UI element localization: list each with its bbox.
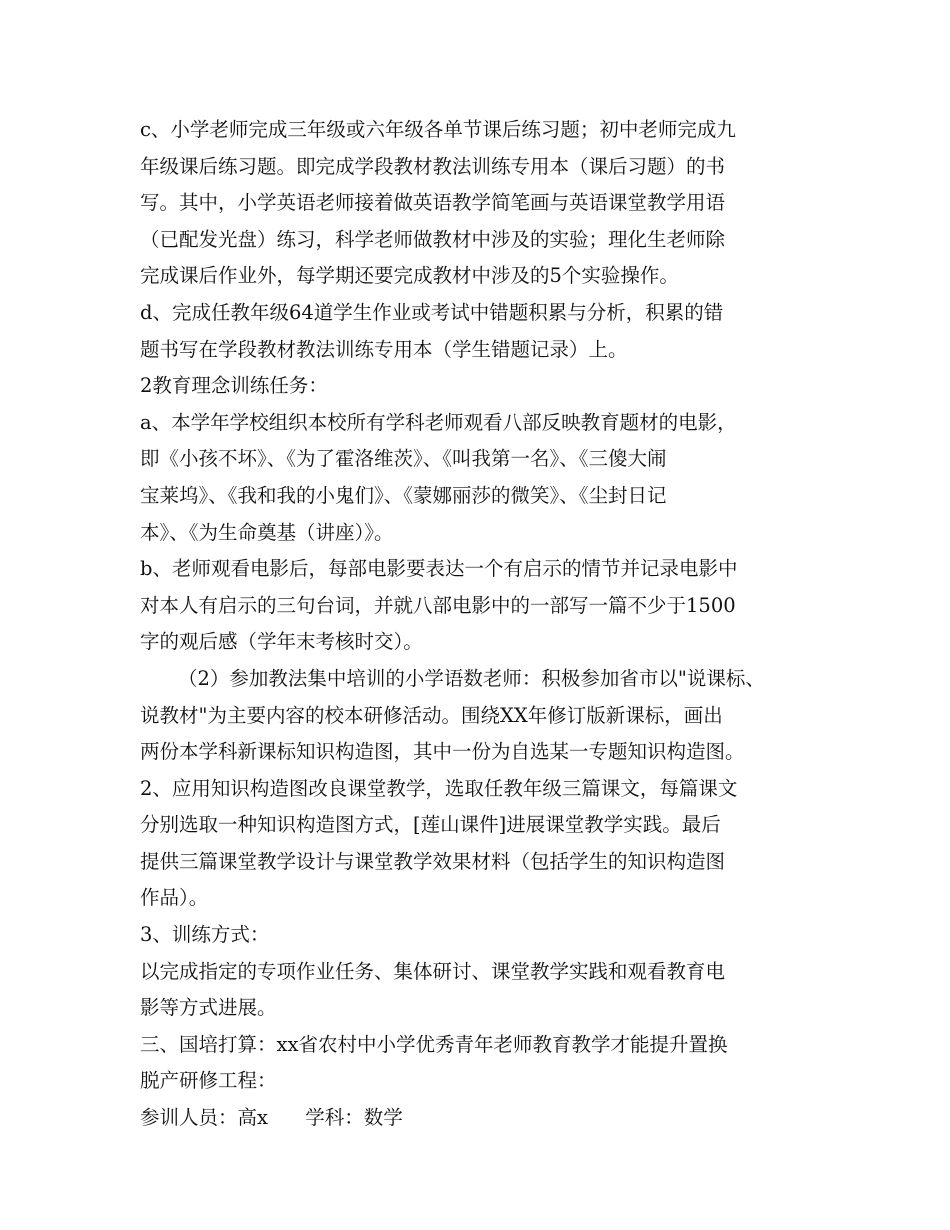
paragraph-line: 分别选取一种知识构造图方式，[莲山课件]进展课堂教学实践。最后 — [140, 813, 721, 837]
paragraph-line: 年级课后练习题。即完成学段教材教法训练专用本（课后习题）的书 — [140, 154, 726, 178]
paragraph-line: 影等方式进展。 — [140, 996, 277, 1020]
participant-info-line: 参训人员：高x 学科：数学 — [140, 1106, 403, 1130]
paragraph-line: 完成课后作业外，每学期还要完成教材中涉及的5个实验操作。 — [140, 264, 679, 288]
paragraph-line: （已配发光盘）练习，科学老师做教材中涉及的实验；理化生老师除 — [140, 227, 726, 251]
paragraph-line: 以完成指定的专项作业任务、集体研讨、课堂教学实践和观看教育电 — [140, 959, 726, 983]
paragraph-line: 字的观后感（学年末考核时交）。 — [140, 630, 423, 654]
paragraph-line: 对本人有启示的三句台词，并就八部电影中的一部写一篇不少于1500 — [140, 593, 736, 617]
paragraph-line: 本》、《为生命奠基（讲座）》。 — [140, 520, 394, 544]
paragraph-line: 说教材"为主要内容的校本研修活动。围绕XX年修订版新课标，画出 — [140, 703, 723, 727]
paragraph-line: a、本学年学校组织本校所有学科老师观看八部反映教育题材的电影， — [140, 410, 737, 434]
paragraph-line: 2、应用知识构造图改良课堂教学，选取任教年级三篇课文，每篇课文 — [140, 776, 738, 800]
paragraph-line: c、小学老师完成三年级或六年级各单节课后练习题；初中老师完成九 — [140, 118, 736, 141]
paragraph-line: 即《小孩不坏》、《为了霍洛维茨》、《叫我第一名》、《三傻大闹 — [140, 447, 667, 471]
section-heading: 2教育理念训练任务： — [140, 374, 328, 398]
document-body — [140, 112, 820, 1137]
section-heading: 3、训练方式： — [140, 923, 270, 947]
paragraph-line: 宝莱坞》、《我和我的小鬼们》、《蒙娜丽莎的微笑》、《尘封日记 — [140, 483, 667, 507]
paragraph-line: 两份本学科新课标知识构造图，其中一份为自选某一专题知识构造图。 — [140, 740, 745, 764]
paragraph-line: 作品）。 — [140, 886, 209, 910]
paragraph-line: 题书写在学段教材教法训练专用本（学生错题记录）上。 — [140, 337, 628, 361]
section-heading: 三、国培打算：xx省农村中小学优秀青年老师教育教学才能提升置换 — [140, 1032, 728, 1056]
paragraph-line: b、老师观看电影后，每部电影要表达一个有启示的情节并记录电影中 — [140, 557, 738, 581]
paragraph-line-indented: （2）参加教法集中培训的小学语数老师：积极参加省市以"说课标、 — [178, 666, 765, 690]
paragraph-line: 提供三篇课堂教学设计与课堂教学效果材料（包括学生的知识构造图 — [140, 849, 726, 873]
paragraph-line: 写。其中，小学英语老师接着做英语教学简笔画与英语课堂教学用语 — [140, 191, 726, 215]
paragraph-line: 脱产研修工程： — [140, 1069, 277, 1093]
paragraph-line: d、完成任教年级64道学生作业或考试中错题积累与分析，积累的错 — [140, 300, 724, 324]
